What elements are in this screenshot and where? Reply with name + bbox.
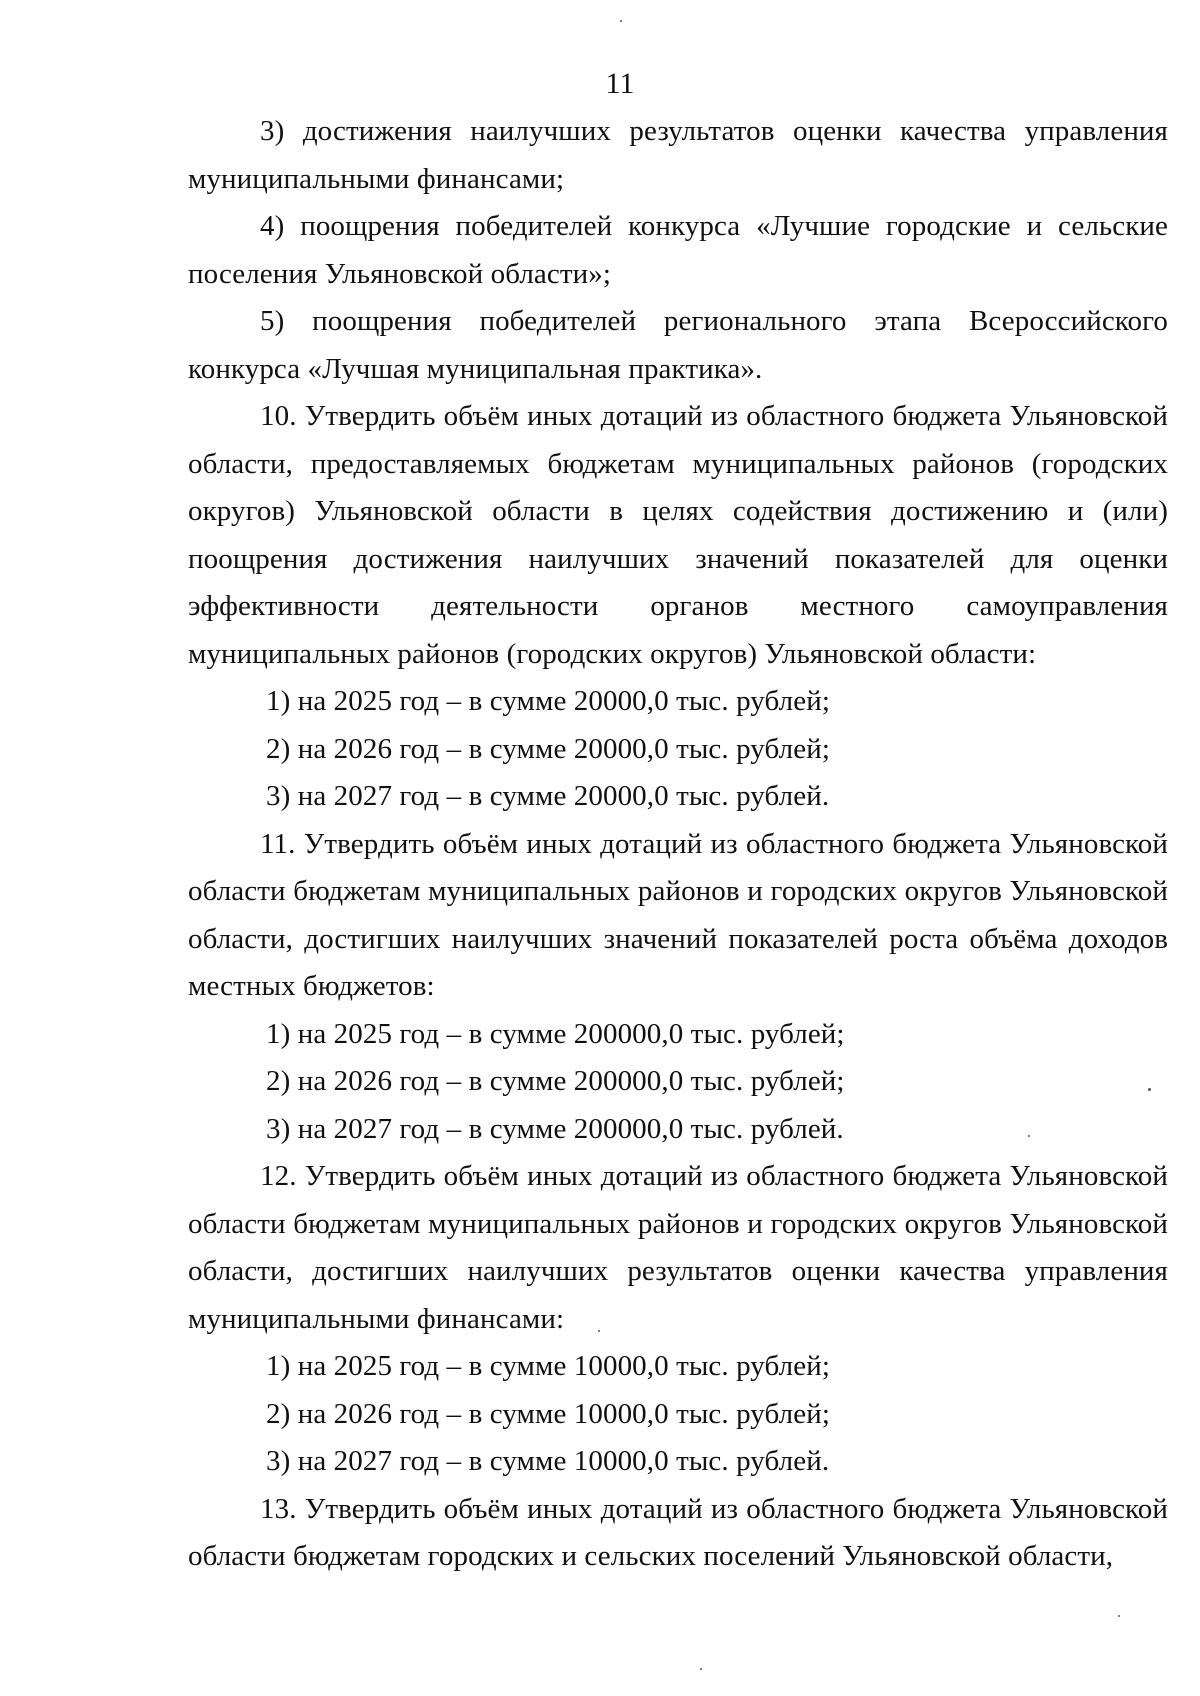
paragraph-clause-13: 13. Утвердить объём иных дотаций из областного бюджета Ульяновской области бюджетам городских и сельских поселений Ульяновской области,: [188, 1492, 1168, 1572]
paragraph-clause-10: 10. Утвердить объём иных дотаций из областного бюджета Ульяновской области, предоставляемых бюджетам муниципальных районов (городских округов) Ульяновской области в целях содействия достижению и (или) поощрения достижения наилучших значений показателей для оценки эффективности деятельности органов местного самоуправления муниципальных районов (городских округов) Ульяновской области:: [188, 400, 1168, 670]
clause-12-amount-2026: 2) на 2026 год – в сумме 10000,0 тыс. рублей;: [266, 1397, 830, 1430]
clause-11-amount-2025: 1) на 2025 год – в сумме 200000,0 тыс. рублей;: [266, 1017, 845, 1050]
clause-10-amount-2026: 2) на 2026 год – в сумме 20000,0 тыс. рублей;: [266, 732, 830, 765]
paragraph-item-5-best-practice: 5) поощрения победителей регионального этапа Всероссийского конкурса «Лучшая муниципальная практика».: [188, 305, 1168, 385]
scan-speck: [1118, 1615, 1120, 1617]
page-number: 11: [605, 67, 635, 100]
document-body: [188, 108, 1168, 1581]
clause-11-amount-2027: 3) на 2027 год – в сумме 200000,0 тыс. рублей.: [266, 1112, 844, 1145]
scan-speck: [1028, 1135, 1030, 1137]
paragraph-item-3-financial-quality: 3) достижения наилучших результатов оценки качества управления муниципальными финансами;: [188, 115, 1168, 195]
clause-11-amount-2026: 2) на 2026 год – в сумме 200000,0 тыс. рублей;: [266, 1065, 845, 1097]
scan-speck: [1148, 1088, 1151, 1091]
paragraph-clause-11: 11. Утвердить объём иных дотаций из областного бюджета Ульяновской области бюджетам муниципальных районов и городских округов Ульяновской области, достигших наилучших значений показателей роста объёма доходов местных бюджетов:: [188, 827, 1168, 1002]
paragraph-clause-12: 12. Утвердить объём иных дотаций из областного бюджета Ульяновской области бюджетам муниципальных районов и городских округов Ульяновской области, достигших наилучших результатов оценки качества управления муниципальными финансами:: [188, 1160, 1168, 1335]
clause-12-amount-2025: 1) на 2025 год – в сумме 10000,0 тыс. рублей;: [266, 1350, 830, 1382]
clause-12-amount-2027: 3) на 2027 год – в сумме 10000,0 тыс. рублей.: [266, 1445, 830, 1477]
scan-speck: [598, 1330, 600, 1332]
clause-10-amount-2027: 3) на 2027 год – в сумме 20000,0 тыс. рублей.: [266, 780, 830, 812]
paragraph-item-4-best-settlements: 4) поощрения победителей конкурса «Лучшие городские и сельские поселения Ульяновской области»;: [188, 210, 1168, 290]
scan-speck: [700, 1668, 702, 1670]
clause-10-amount-2025: 1) на 2025 год – в сумме 20000,0 тыс. рублей;: [266, 685, 830, 717]
scan-speck: [620, 20, 622, 22]
